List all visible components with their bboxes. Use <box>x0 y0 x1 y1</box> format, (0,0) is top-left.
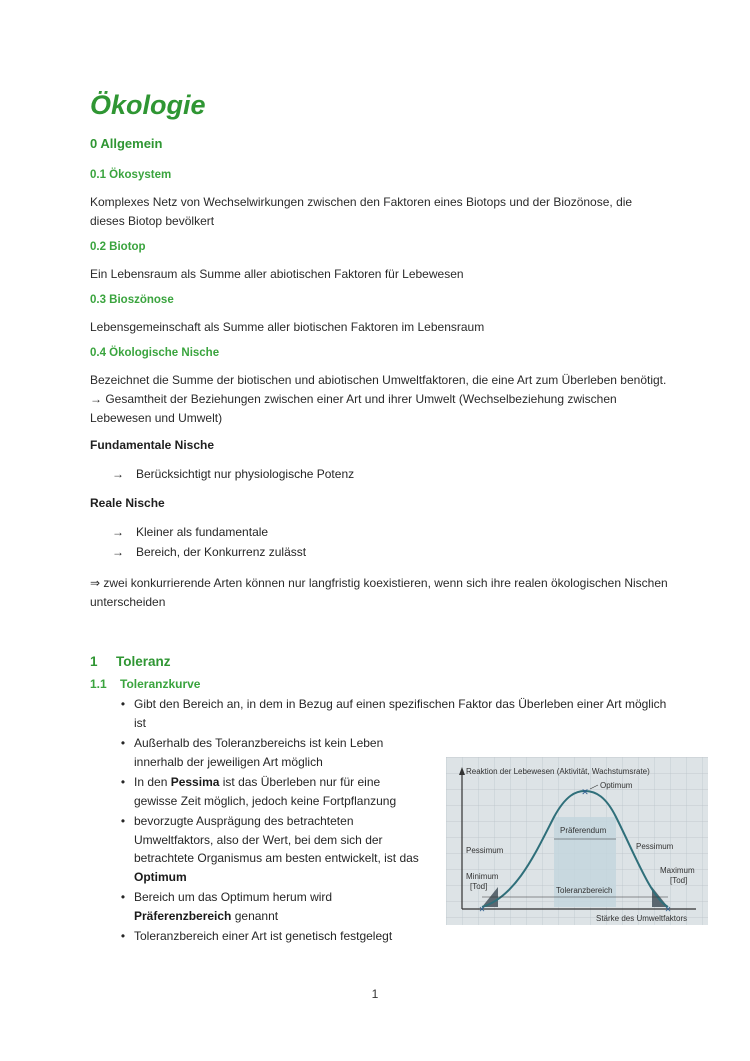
subheading-bioszoenose: 0.3 Bioszönose <box>90 294 174 306</box>
list-item-text: Außerhalb des Toleranzbereichs ist kein Leben innerhalb der jeweiligen Art möglich <box>134 736 384 769</box>
text-run: ist das Überleben nur für eine gewisse Zeit möglich, jedoch keine Fortpflanzung <box>134 775 397 808</box>
list-item <box>90 695 670 732</box>
paragraph-oekologische-nische: Bezeichnet die Summe der biotischen und abiotischen Umweltfaktoren, die eine Art zum Überleben benötigt. → Gesamtheit der Beziehungen zwischen einer Art und ihrer Umwelt (Wechselbeziehung zwischen Lebewesen und Umwelt) <box>90 373 667 425</box>
section-number: 1 <box>90 654 98 669</box>
subheading-oekosystem: 0.1 Ökosystem <box>90 169 172 181</box>
list-item <box>112 542 670 562</box>
subheading-biotop: 0.2 Biotop <box>90 241 146 253</box>
list-fundamentale-nische <box>112 464 670 484</box>
label-minimum: Minimum <box>466 872 499 881</box>
bold-term-optimum: Optimum <box>134 869 187 884</box>
text-run: bevorzugte Ausprägung des betrachteten Umweltfaktors, also der Wert, bei dem sich der betrachtete Organismus am besten entwickelt, ist das <box>134 814 419 865</box>
bullet-icon: • <box>120 890 126 904</box>
bullet-icon: • <box>120 736 126 750</box>
section-title: Toleranz <box>116 654 171 669</box>
list-item <box>90 927 670 946</box>
arrow-icon: → <box>112 525 124 539</box>
section-heading-1 <box>90 654 670 669</box>
arrow-icon: → <box>112 545 124 559</box>
bold-term-praeferenzbereich: Präferenzbereich <box>134 908 232 923</box>
list-reale-nische <box>112 522 670 562</box>
page-title: Ökologie <box>90 90 206 120</box>
text-run: genannt <box>231 908 279 923</box>
list-item-text <box>134 812 419 886</box>
toleranzkurve-diagram <box>446 757 708 925</box>
bullet-icon: • <box>120 775 126 789</box>
minimum-marker-icon: ✕ <box>478 905 486 914</box>
optimum-marker-icon: ✕ <box>581 788 589 798</box>
label-tod-left: [Tod] <box>470 882 488 891</box>
label-optimum: Optimum <box>600 781 633 790</box>
page-number: 1 <box>371 987 379 1001</box>
paragraph-oekosystem: Komplexes Netz von Wechselwirkungen zwischen den Faktoren eines Biotops und der Biozönose, die dieses Biotop bevölkert <box>90 195 633 228</box>
list-item <box>112 522 670 542</box>
list-item-text: Bereich, der Konkurrenz zulässt <box>136 545 307 559</box>
y-axis-label: Reaktion der Lebewesen (Aktivität, Wachstumsrate) <box>466 767 650 776</box>
arrow-icon: → <box>112 467 124 481</box>
subsection-title: Toleranzkurve <box>120 677 201 691</box>
paragraph-conclusion: ⇒ zwei konkurrierende Arten können nur langfristig koexistieren, wenn sich ihre realen ökologischen Nischen unterscheiden <box>90 576 668 609</box>
bold-term-pessima: Pessima <box>170 775 220 789</box>
list-item-text: Gibt den Bereich an, in dem in Bezug auf einen spezifischen Faktor das Überleben einer Art möglich ist <box>134 697 667 730</box>
subheading-oekologische-nische: 0.4 Ökologische Nische <box>90 347 220 359</box>
section-heading-0: 0 Allgemein <box>90 136 163 151</box>
label-pessimum-right: Pessimum <box>636 842 674 851</box>
list-item-text <box>134 888 419 925</box>
toleranzkurve-figure <box>446 757 708 925</box>
subsection-number: 1.1 <box>90 677 107 691</box>
list-item-text: Kleiner als fundamentale <box>136 525 269 539</box>
label-maximum: Maximum <box>660 866 695 875</box>
label-reale-nische: Reale Nische <box>90 496 165 510</box>
text-run: In den <box>134 775 171 789</box>
label-tod-right: [Tod] <box>670 876 688 885</box>
bullet-icon: • <box>120 929 126 943</box>
subsection-heading-1-1 <box>90 677 670 691</box>
maximum-marker-icon: ✕ <box>664 905 672 914</box>
paragraph-bioszoenose: Lebensgemeinschaft als Summe aller biotischen Faktoren im Lebensraum <box>90 320 485 334</box>
label-fundamentale-nische: Fundamentale Nische <box>90 438 215 452</box>
bullet-icon: • <box>120 697 126 711</box>
list-item-text: Toleranzbereich einer Art ist genetisch festgelegt <box>134 929 393 943</box>
text-run: Bereich um das Optimum herum wird <box>134 890 333 904</box>
paragraph-biotop: Ein Lebensraum als Summe aller abiotischen Faktoren für Lebewesen <box>90 267 464 281</box>
label-toleranzbereich: Toleranzbereich <box>556 886 613 895</box>
list-item-text: Berücksichtigt nur physiologische Potenz <box>136 467 355 481</box>
label-pessimum-left: Pessimum <box>466 846 504 855</box>
label-praeferendum: Präferendum <box>560 826 607 835</box>
x-axis-label: Stärke des Umweltfaktors <box>596 914 688 923</box>
list-item <box>112 464 670 484</box>
bullet-icon: • <box>120 814 126 828</box>
list-item-text <box>134 773 419 810</box>
